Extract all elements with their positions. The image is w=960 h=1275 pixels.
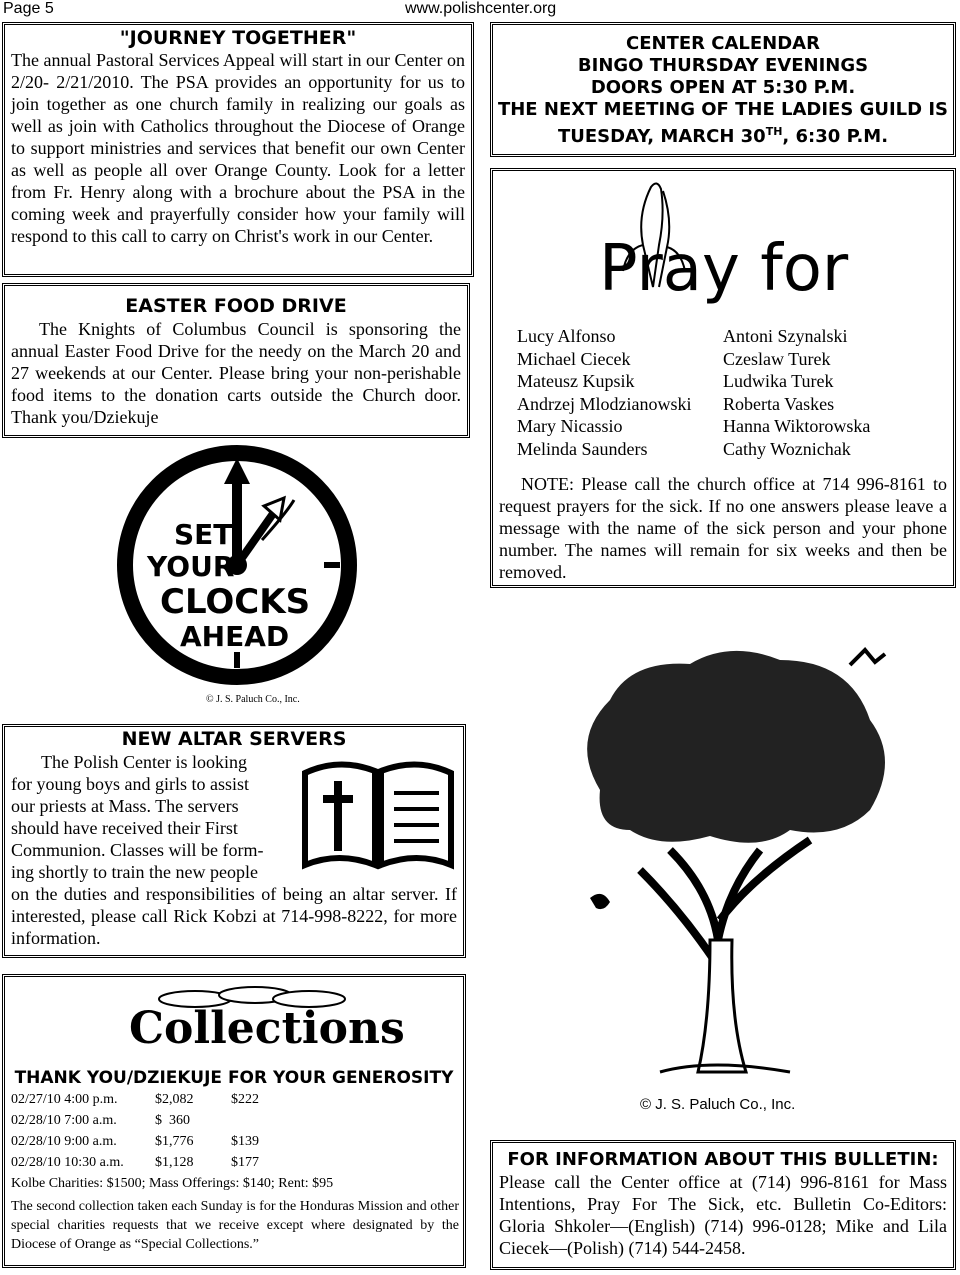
sick-list-right (723, 325, 870, 460)
altar-servers-intro (11, 751, 291, 883)
clock-text-ahead: AHEAD (180, 620, 290, 653)
altar-line: should have received their First (11, 818, 238, 838)
bulletin-info-title: FOR INFORMATION ABOUT THIS BULLETIN: (507, 1149, 939, 1170)
calendar-ladies-guild: THE NEXT MEETING OF THE LADIES GUILD IS (497, 99, 949, 120)
collection-second-note: The second collection taken each Sunday is for the Honduras Mission and other special charities requests that we receive except where designated by the Diocese of Orange as “Special Collections.” (11, 1199, 459, 1252)
collections-banner: Collections (129, 1003, 405, 1054)
altar-servers-text: on the duties and responsibilities of being an altar server. If interested, please call Rick Kobzi at 714-998-8222, for more information. (11, 884, 457, 948)
calendar-bingo: BINGO THURSDAY EVENINGS (577, 55, 869, 76)
collections-title: THANK YOU/DZIEKUJE FOR YOUR GENEROSITY (14, 1068, 454, 1088)
collection-row (11, 1110, 333, 1131)
sick-list-name: Mary Nicassio (517, 416, 623, 436)
easter-food-drive-box (2, 283, 470, 438)
clock-text-set: SET (174, 518, 233, 551)
sick-list-name: Antoni Szynalski (723, 326, 848, 346)
altar-line: for young boys and girls to assist (11, 774, 249, 794)
easter-food-drive-text: The Knights of Columbus Council is sponsoring the annual Easter Food Drive for the needy on the March 20 and 27 weekends at our Center. Please bring your non-perishable food items to the donation carts outside the Church door. Thank you/Dziekuje (11, 319, 461, 427)
collection-first: $1,128 (155, 1155, 194, 1170)
sick-list-name: Czeslaw Turek (723, 348, 831, 369)
bulletin-info-box (490, 1140, 956, 1270)
tree-icon (560, 640, 900, 1080)
altar-servers-box (2, 724, 466, 958)
collection-first: $ 360 (155, 1113, 190, 1128)
journey-together-title: "JOURNEY TOGETHER" (119, 27, 357, 49)
center-calendar-box (490, 22, 956, 157)
collection-first: $2,082 (155, 1092, 194, 1107)
clock-credit: © J. S. Paluch Co., Inc. (206, 694, 300, 705)
calendar-doors: DOORS OPEN AT 5:30 P.M. (590, 77, 856, 98)
calendar-title: CENTER CALENDAR (626, 33, 820, 54)
sick-list-name: Ludwika Turek (723, 371, 834, 391)
journey-together-text: The annual Pastoral Services Appeal will start in our Center on 2/20- 2/21/2010. The PSA provides an opportunity for us to join together as one church family in realizing our goals as well as join with Catholics throughout the Diocese of Orange to support ministries and services that benefit our own Center as well as people all over Orange County. Look for a letter from Fr. Henry along with a brochure about the PSA in the coming week and prayerfully consider how your family will respond to this call to carry on Christ's work in our Center. (11, 50, 465, 246)
calendar-date-time: , 6:30 P.M. (782, 126, 889, 147)
easter-food-drive-title: EASTER FOOD DRIVE (125, 295, 347, 317)
set-clocks-ahead-clipart (112, 440, 362, 690)
collection-when: 02/28/10 7:00 a.m. (11, 1113, 117, 1128)
sick-list (517, 325, 870, 460)
sick-list-name: Roberta Vaskes (723, 393, 835, 414)
collection-second: $222 (231, 1092, 259, 1107)
collection-row (11, 1131, 333, 1152)
pray-for-heading: Pray for (599, 232, 849, 306)
sick-list-name: Hanna Wiktorowska (723, 416, 871, 436)
clock-text-clocks: CLOCKS (160, 582, 311, 622)
clock-text-your: YOUR (147, 550, 235, 583)
collection-when: 02/27/10 4:00 p.m. (11, 1092, 118, 1107)
altar-line: our priests at Mass. The servers (11, 796, 239, 816)
altar-line: The Polish Center is looking (41, 752, 247, 772)
website-url[interactable]: www.polishcenter.org (405, 0, 557, 17)
sick-list-name: Andrzej Mlodzianowski (517, 393, 692, 414)
collection-when: 02/28/10 10:30 a.m. (11, 1155, 124, 1170)
sick-list-name: Lucy Alfonso (517, 326, 616, 346)
sick-list-name: Michael Ciecek (517, 348, 631, 369)
altar-line: Communion. Classes will be form- (11, 840, 264, 860)
sick-list-name: Melinda Saunders (517, 438, 648, 459)
calendar-meeting-date (497, 121, 949, 148)
altar-line: ing shortly to train the new people (11, 862, 258, 882)
collection-charities: Kolbe Charities: $1500; Mass Offerings: $140; Rent: $95 (11, 1176, 334, 1191)
collection-row (11, 1089, 333, 1110)
collection-when: 02/28/10 9:00 a.m. (11, 1134, 117, 1149)
collection-second: $139 (231, 1134, 259, 1149)
collection-row (11, 1152, 333, 1173)
journey-together-box (2, 22, 474, 277)
pray-for-note: NOTE: Please call the church office at 714 996-8161 to request prayers for the sick. If no one answers please leave a message with the name of the sick person and your phone number. The names will remain for six weeks and then be removed. (499, 474, 947, 582)
tree-credit: © J. S. Paluch Co., Inc. (640, 1096, 796, 1113)
collection-first: $1,776 (155, 1134, 194, 1149)
calendar-date-suffix: TH (765, 125, 783, 138)
collections-box (2, 974, 466, 1268)
page-number: Page 5 (3, 0, 54, 17)
tree-clipart (560, 640, 900, 1080)
calendar-date-main: TUESDAY, MARCH 30 (557, 126, 766, 147)
sick-list-left (517, 325, 723, 460)
open-bible-icon (299, 753, 457, 876)
pray-for-box (490, 168, 956, 588)
collections-table (11, 1089, 333, 1194)
sick-list-name: Mateusz Kupsik (517, 371, 635, 391)
sick-list-name: Cathy Woznichak (723, 438, 851, 459)
collection-second: $177 (231, 1155, 259, 1170)
bulletin-info-text: Please call the Center office at (714) 996-8161 for Mass Intentions, Pray For The Sick, etc. Bulletin Co-Editors: Gloria Shkoler—(English) (714) 996-0128; Mike and Lila Ciecek—(Polish) (714) 544-2458. (499, 1172, 947, 1258)
altar-servers-title: NEW ALTAR SERVERS (121, 728, 347, 750)
